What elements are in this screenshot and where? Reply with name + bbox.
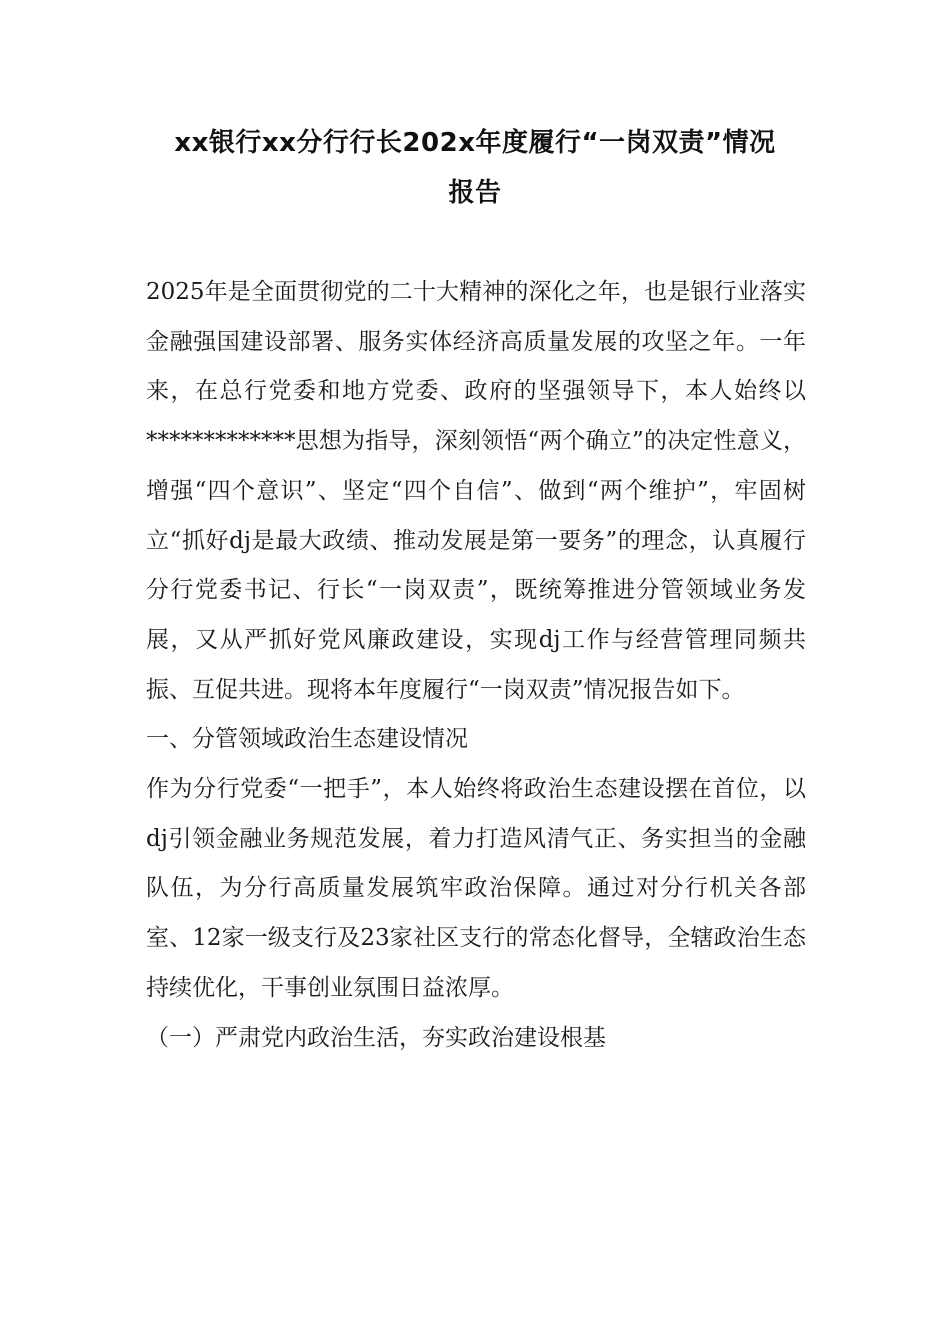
document-body bbox=[146, 268, 806, 1063]
section-1-paragraph: 作为分行党委“一把手”，本人始终将政治生态建设摆在首位，以dj引领金融业务规范发展，着力打造风清气正、务实担当的金融队伍，为分行高质量发展筑牢政治保障。通过对分行机关各部室、12家一级支行及23家社区支行的常态化督导，全辖政治生态持续优化，干事创业氛围日益浓厚。 bbox=[146, 776, 806, 1001]
intro-paragraph: 2025年是全面贯彻党的二十大精神的深化之年，也是银行业落实金融强国建设部署、服务实体经济高质量发展的攻坚之年。一年来，在总行党委和地方党委、政府的坚强领导下，本人始终以*************思想为指导，深刻领悟“两个确立”的决定性意义，增强“四个意识”、坚定“四个自信”、做到“两个维护”，牢固树立“抓好dj是最大政绩、推动发展是第一要务”的理念，认真履行分行党委书记、行长“一岗双责”，既统筹推进分管领域业务发展，又从严抓好党风廉政建设，实现dj工作与经营管理同频共振、互促共进。现将本年度履行“一岗双责”情况报告如下。 bbox=[146, 279, 806, 703]
section-heading-1: 一、分管领域政治生态建设情况 bbox=[146, 726, 468, 753]
document-title bbox=[100, 118, 850, 218]
subsection-heading-1: （一）严肃党内政治生活，夯实政治建设根基 bbox=[146, 1024, 606, 1051]
title-line-1: xx银行xx分行行长202x年度履行“一岗双责”情况 bbox=[174, 128, 776, 158]
title-line-2: 报告 bbox=[448, 178, 502, 208]
